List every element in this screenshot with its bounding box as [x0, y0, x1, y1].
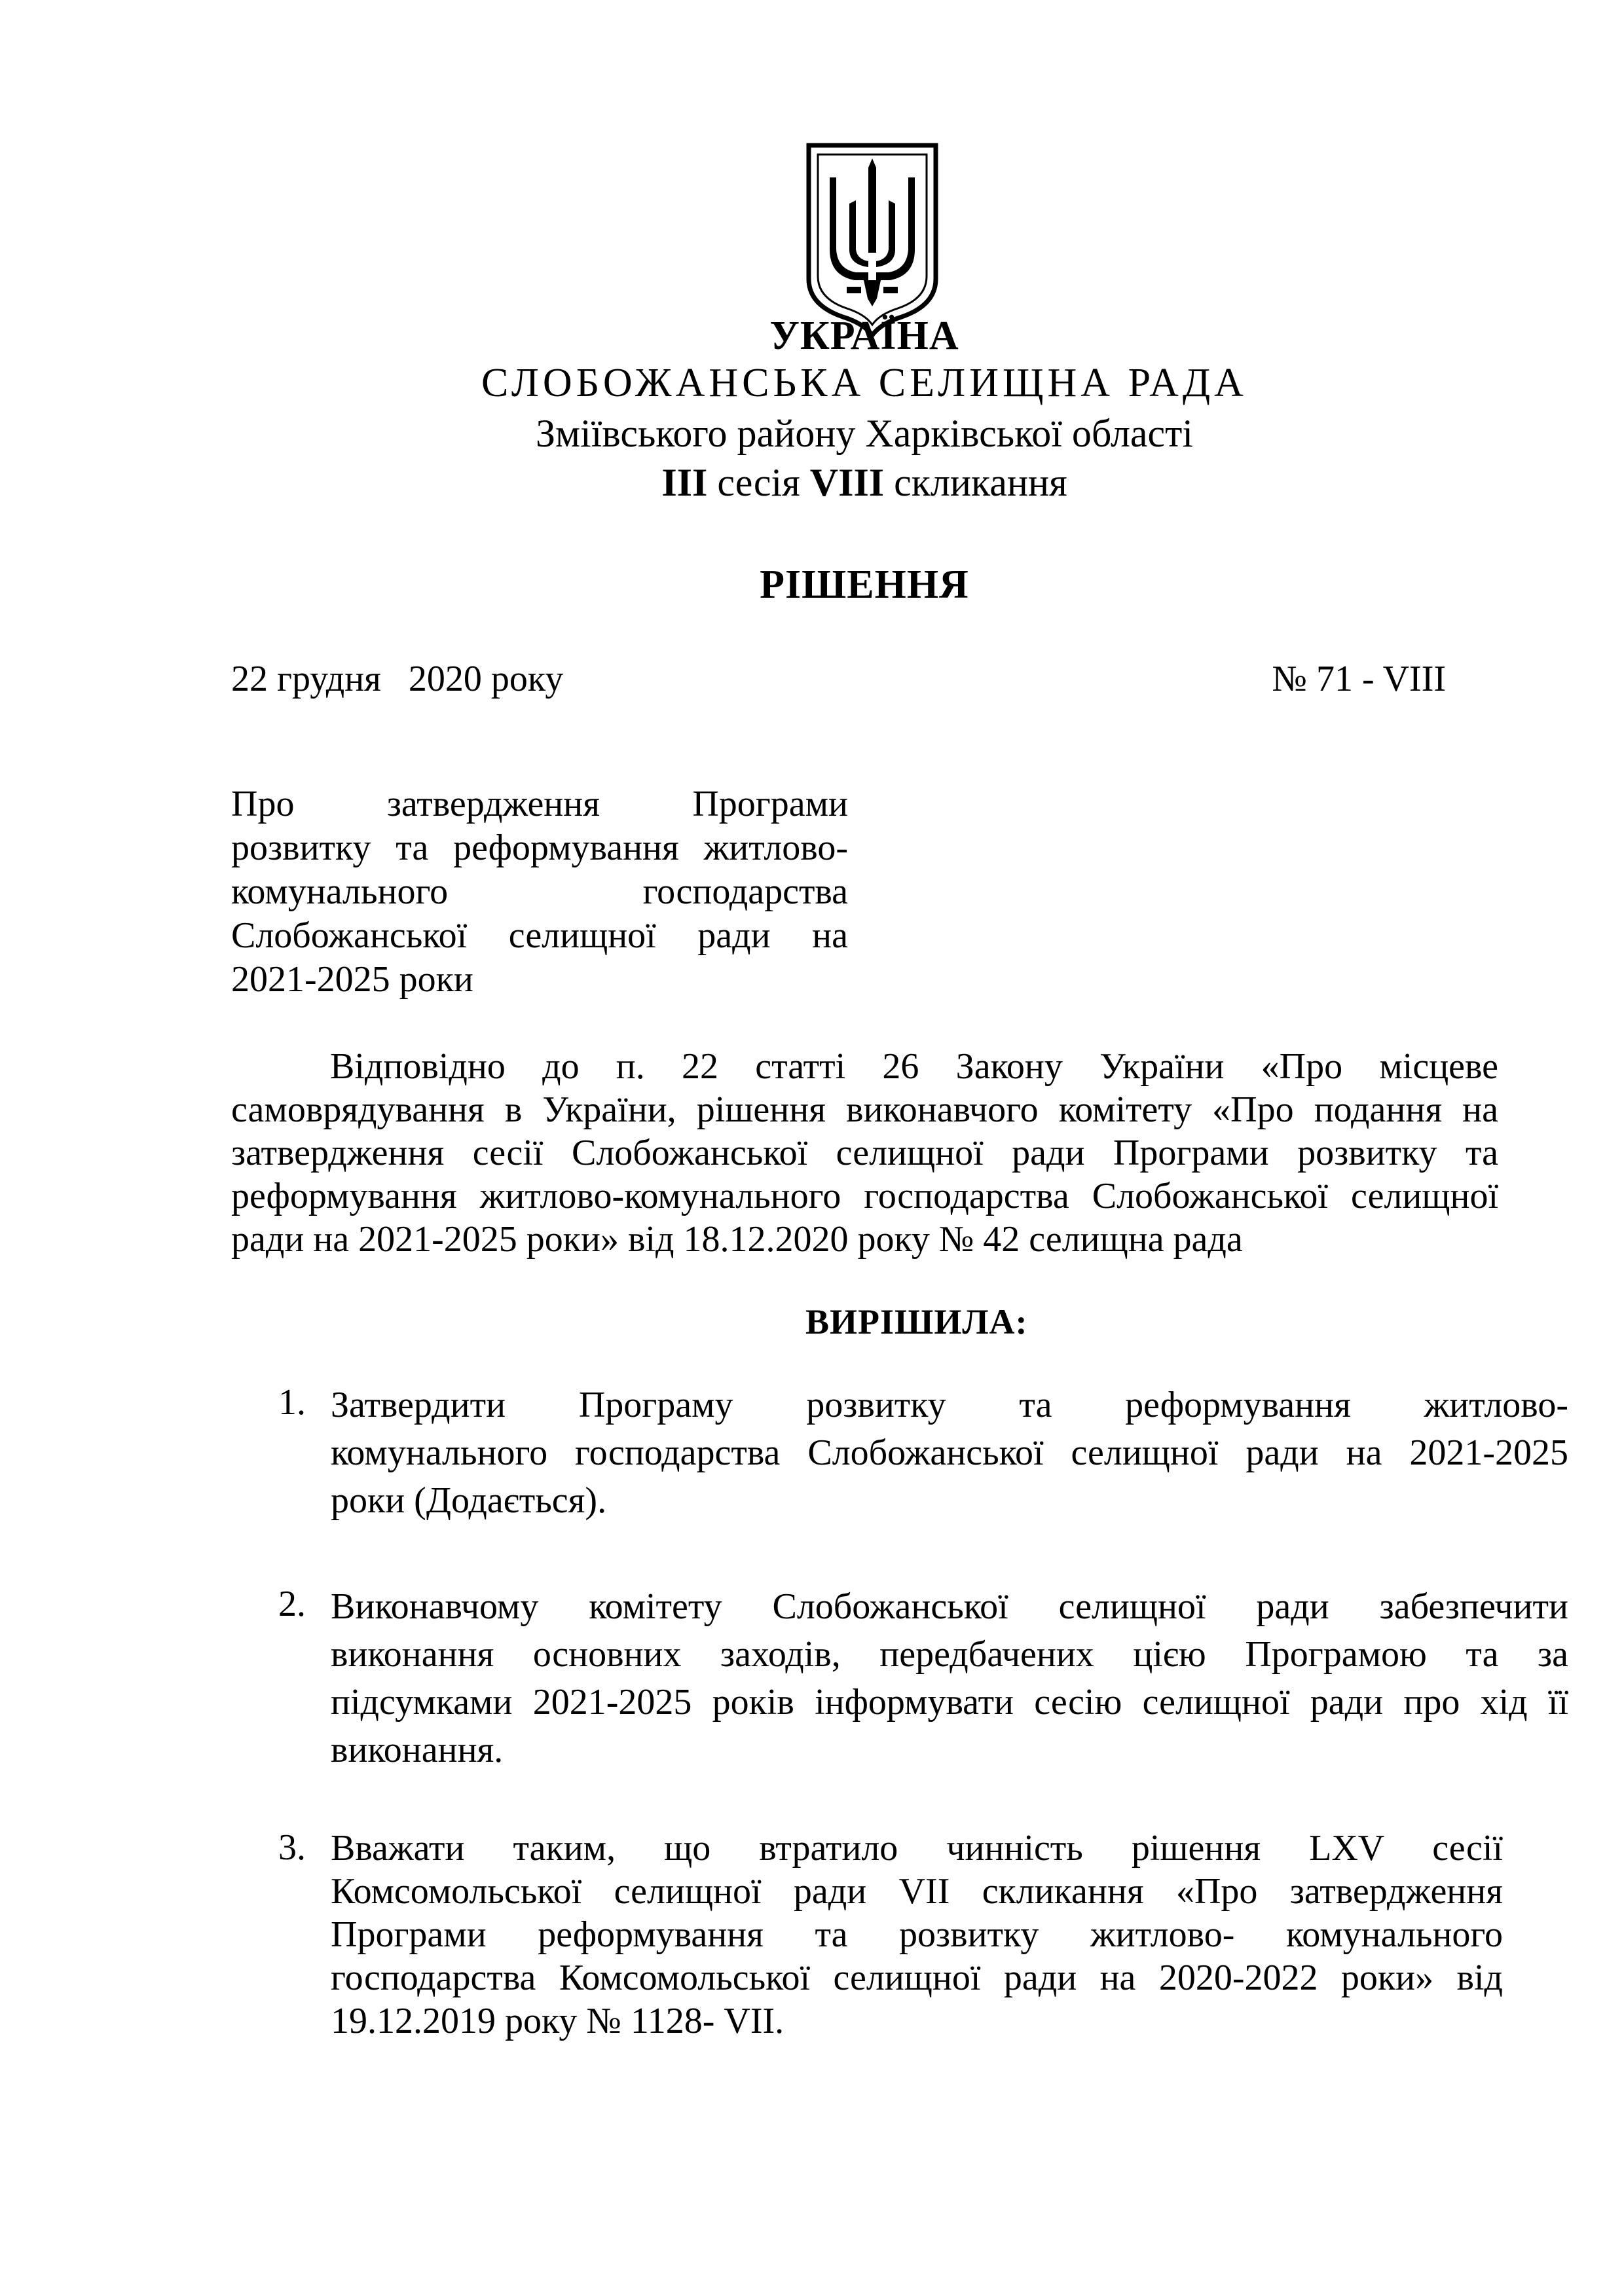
subject-line: Слобожанської селищної ради на [231, 915, 848, 956]
decision-number: № 71 - VIII [1272, 659, 1446, 699]
item-line: Виконавчому комітету Слобожанської селищної ради забезпечити [331, 1586, 1568, 1627]
subject-line: комунального господарства [231, 871, 848, 912]
session-word: сесія [717, 461, 800, 504]
resolved-heading: ВИРІШИЛА: [805, 1302, 1028, 1341]
preamble-line: Відповідно до п. 22 статті 26 Закону України «Про місцеве [330, 1046, 1498, 1087]
council-name: СЛОБОЖАНСЬКА СЕЛИЩНА РАДА [481, 361, 1247, 405]
document-type-heading: РІШЕННЯ [760, 562, 969, 607]
item-number: 2. [278, 1584, 306, 1624]
convocation-word: скликання [894, 461, 1067, 504]
subject-line: розвитку та реформування житлово- [231, 828, 848, 868]
item-line: Вважати таким, що втратило чинність рішення LXV сесії [331, 1828, 1503, 1868]
item-line: виконання основних заходів, передбачених цією Програмою та за [331, 1634, 1568, 1675]
preamble-line: самоврядування в України, рішення виконавчого комітету «Про подання на [231, 1089, 1498, 1130]
item-text [331, 1583, 1568, 1774]
trident-coat-of-arms-icon [803, 141, 941, 338]
item-line: Комсомольської селищної ради VII скликання «Про затвердження [331, 1871, 1503, 1912]
item-line: Програми реформування та розвитку житлово- комунального [331, 1914, 1503, 1955]
item-line: комунального господарства Слобожанської селищної ради на 2021-2025 [331, 1432, 1568, 1473]
item-line: роки (Додається). [331, 1480, 607, 1521]
preamble-line: затвердження сесії Слобожанської селищної ради Програми розвитку та [231, 1133, 1498, 1173]
subject-line: 2021-2025 роки [231, 959, 473, 1000]
item-number: 3. [278, 1827, 306, 1868]
preamble-paragraph [231, 1045, 1498, 1261]
item-line: Затвердити Програму розвитку та реформування житлово- [331, 1385, 1568, 1425]
item-line: підсумками 2021-2025 років інформувати сесію селищної ради про хід її [331, 1682, 1568, 1722]
session-number: ІІІ [661, 461, 708, 504]
decision-subject [231, 782, 848, 1002]
item-text [331, 1827, 1503, 2043]
item-line: 19.12.2019 року № 1128- VII. [331, 2001, 784, 2041]
preamble-line: ради на 2021-2025 роки» від 18.12.2020 року № 42 селищна рада [231, 1219, 1243, 1260]
item-line: виконання. [331, 1730, 504, 1770]
subject-line: Про затвердження Програми [231, 784, 848, 824]
district-line: Зміївського району Харківської області [535, 412, 1194, 455]
item-number: 1. [278, 1382, 306, 1423]
preamble-line: реформування житлово-комунального господарства Слобожанської селищної [231, 1176, 1498, 1216]
decision-date: 22 грудня 2020 року [231, 659, 564, 699]
country-heading: УКРАЇНА [769, 314, 959, 358]
item-text [331, 1381, 1568, 1525]
item-line: господарства Комсомольської селищної ради на 2020-2022 роки» від [331, 1958, 1503, 1998]
convocation-number: VIІІ [809, 461, 885, 504]
session-line [0, 460, 1624, 505]
